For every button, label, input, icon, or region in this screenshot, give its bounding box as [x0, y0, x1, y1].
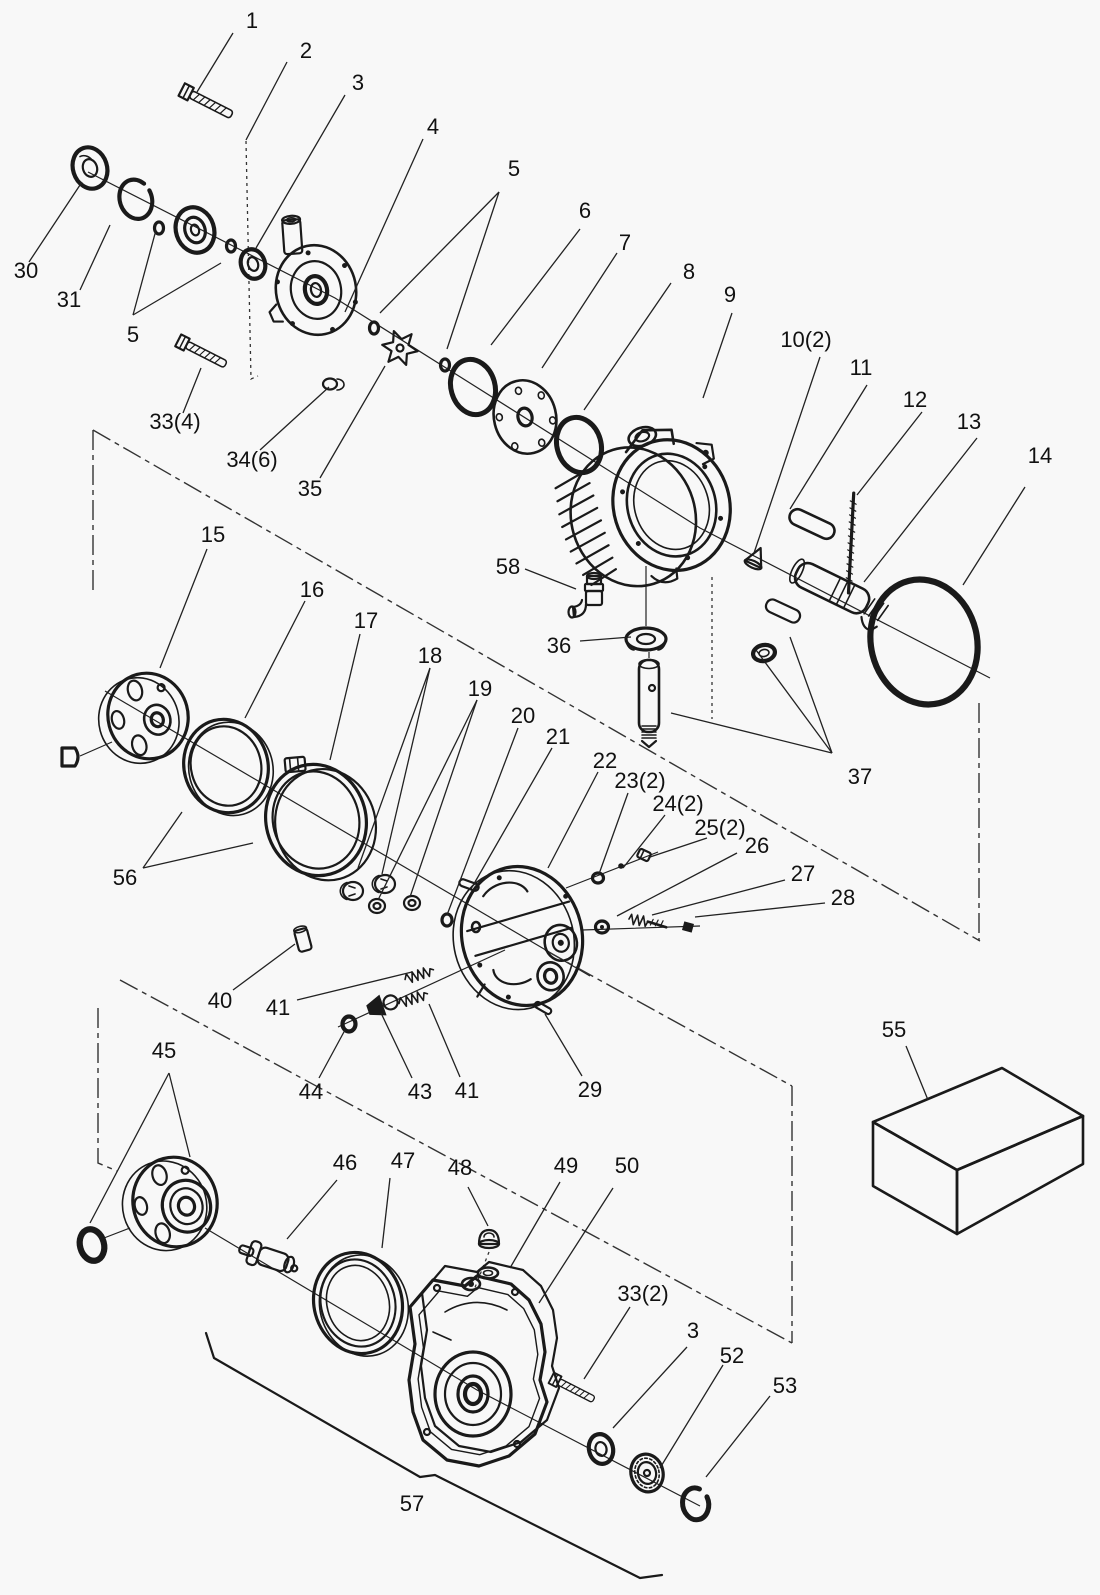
- part-28-nut: [682, 921, 694, 932]
- part-label-1-0: 1: [245, 8, 259, 33]
- part-9-main-housing: [541, 409, 748, 607]
- part-label-9-8: 9: [723, 282, 737, 307]
- part-40-sleeve: [293, 925, 312, 953]
- part-label-19-27: 19: [467, 676, 493, 701]
- part-label-46-46: 46: [332, 1150, 358, 1175]
- part-label-50-50: 50: [614, 1153, 640, 1178]
- leader-line-14: [963, 487, 1025, 585]
- part-label-14-13: 14: [1027, 443, 1053, 468]
- part-5-oring-b: [227, 240, 236, 252]
- leader-line-19: [410, 700, 477, 897]
- part-14-oring-large: [857, 568, 990, 716]
- parts-top-assembly: [67, 83, 990, 747]
- part-33-screw-b: [549, 1373, 597, 1405]
- part-45-rotor-assembly: [112, 1148, 227, 1260]
- leader-line-5: [447, 192, 499, 349]
- part-label-41-42: 41: [454, 1078, 480, 1103]
- part-label-41-39: 41: [265, 995, 291, 1020]
- leader-line-2: [246, 62, 287, 140]
- part-label-53-54: 53: [772, 1373, 798, 1398]
- part-30-washer: [67, 143, 112, 193]
- leader-line-8: [584, 283, 671, 410]
- part-label-29-43: 29: [577, 1077, 603, 1102]
- leader-line-53: [706, 1396, 770, 1477]
- part-label-52-53: 52: [719, 1343, 745, 1368]
- part-label-18-26: 18: [417, 643, 443, 668]
- part-label-45-45: 45: [151, 1038, 177, 1063]
- part-label-26-34: 26: [744, 833, 770, 858]
- part-label-35-19: 35: [297, 476, 323, 501]
- part-19-nut-b: [404, 896, 420, 910]
- leader-line-35: [320, 366, 385, 478]
- leader-line-13: [864, 438, 977, 582]
- part-label-13-12: 13: [956, 409, 982, 434]
- part-label-33(2)-51: 33(2): [617, 1281, 669, 1306]
- parts-bottom-assembly: [76, 1148, 711, 1578]
- part-label-49-49: 49: [553, 1153, 579, 1178]
- leader-line-41: [429, 1004, 460, 1077]
- part-31-retaining-ring: [114, 175, 157, 223]
- part-20-oring: [442, 914, 452, 926]
- leader-line-43: [381, 1013, 412, 1078]
- leader-line-18: [358, 668, 430, 868]
- part-label-24(2)-32: 24(2): [652, 791, 704, 816]
- part-label-36-21: 36: [546, 633, 572, 658]
- part-15-key: [62, 748, 78, 766]
- part-1-bolt: [179, 83, 235, 121]
- leader-line-58: [525, 569, 576, 589]
- leader-line-31: [80, 225, 110, 290]
- part-4-pump-head: [251, 204, 365, 344]
- leader-line-46: [287, 1180, 337, 1239]
- leader-line-49: [510, 1182, 560, 1268]
- leader-line-50: [539, 1188, 613, 1303]
- leader-line-56: [143, 843, 253, 868]
- axis-mid-key: [80, 742, 112, 756]
- phantom-left-bottom: [98, 1008, 117, 1171]
- part-27-spring-screw: [628, 914, 667, 929]
- part-2-bearing: [170, 202, 220, 257]
- part-label-8-7: 8: [682, 259, 696, 284]
- part-label-47-47: 47: [390, 1148, 416, 1173]
- leader-line-26: [617, 853, 737, 916]
- part-label-34(6)-18: 34(6): [226, 447, 278, 472]
- leader-line-30: [29, 182, 82, 262]
- leader-line-10(2): [754, 357, 820, 553]
- part-3-seal-b: [586, 1432, 617, 1467]
- leader-line-15: [160, 549, 207, 668]
- part-44-oring: [343, 1017, 356, 1032]
- leader-line-5: [380, 192, 499, 313]
- part-23-ring: [593, 873, 604, 883]
- part-label-16-24: 16: [299, 577, 325, 602]
- part-15-rotor: [89, 664, 199, 772]
- part-41-spring-a: [403, 965, 435, 984]
- leader-line-22: [548, 772, 598, 868]
- leader-line-9: [703, 313, 732, 398]
- phantom-diag-3: [545, 950, 792, 1086]
- part-label-55-44: 55: [881, 1017, 907, 1042]
- leader-line-29: [545, 1014, 582, 1076]
- leader-line-33(4): [183, 368, 201, 413]
- leader-line-48: [468, 1187, 488, 1226]
- leader-line-25(2): [650, 838, 707, 857]
- part-label-30-14: 30: [13, 258, 39, 283]
- part-label-56-37: 56: [112, 865, 138, 890]
- leader-line-16: [245, 601, 305, 718]
- part-47-seal-ring: [302, 1241, 419, 1367]
- leader-line-1: [197, 33, 233, 92]
- part-5-oring-c: [370, 322, 379, 334]
- leader-line-5: [133, 263, 221, 315]
- part-label-28-36: 28: [830, 885, 856, 910]
- part-33-screw-a: [175, 334, 228, 370]
- part-11-dowel-pin: [787, 507, 837, 542]
- part-label-2-1: 2: [299, 38, 313, 63]
- leader-line-37: [671, 713, 832, 753]
- leader-line-6: [491, 229, 580, 345]
- part-50-cover: [409, 1262, 559, 1466]
- leader-line-47: [382, 1178, 390, 1248]
- part-37-pin: [764, 598, 802, 625]
- part-5-oring-d: [441, 359, 450, 371]
- part-label-27-35: 27: [790, 861, 816, 886]
- leader-line-28: [695, 903, 825, 917]
- leader-line-23(2): [599, 793, 628, 874]
- phantom-lines: [93, 141, 980, 1343]
- part-label-3-2: 3: [351, 70, 365, 95]
- part-label-21-29: 21: [545, 724, 571, 749]
- part-label-15-23: 15: [200, 522, 226, 547]
- part-label-3-52: 3: [686, 1318, 700, 1343]
- part-label-37-22: 37: [847, 764, 873, 789]
- leader-line-7: [542, 253, 617, 368]
- part-8-oring: [550, 412, 608, 478]
- axis-top: [88, 172, 990, 678]
- leader-line-4: [345, 139, 423, 312]
- part-34-nut: [323, 379, 344, 391]
- part-18-plug-a: [340, 882, 363, 900]
- part-18-plug-b: [372, 875, 395, 893]
- leader-line-19: [378, 700, 477, 900]
- leader-line-11: [790, 385, 867, 509]
- part-36-bearing: [626, 628, 666, 650]
- axis-bottom: [104, 1228, 700, 1506]
- part-48-plug: [479, 1230, 499, 1248]
- part-label-23(2)-31: 23(2): [614, 768, 666, 793]
- leader-line-56: [143, 812, 182, 868]
- part-label-22-30: 22: [592, 748, 618, 773]
- leader-line-34(6): [260, 387, 329, 450]
- leader-line-44: [319, 1030, 345, 1078]
- part-label-11-10: 11: [849, 355, 873, 380]
- part-label-58-20: 58: [495, 554, 521, 579]
- part-52-bearing: [627, 1451, 667, 1496]
- part-labels: [14, 8, 1052, 1516]
- leader-line-17: [330, 634, 360, 760]
- part-label-5-4: 5: [507, 156, 521, 181]
- leader-line-3: [613, 1347, 687, 1428]
- part-3-seal: [237, 246, 269, 282]
- part-35-star-gear: [380, 330, 421, 367]
- part-label-25(2)-33: 25(2): [694, 815, 746, 840]
- part-label-17-25: 17: [353, 608, 379, 633]
- part-46-coupling: [236, 1237, 301, 1279]
- part-label-31-15: 31: [56, 287, 82, 312]
- leader-line-45: [169, 1073, 190, 1157]
- leader-line-5: [133, 230, 156, 315]
- part-37-plunger: [639, 660, 659, 748]
- part-label-43-41: 43: [407, 1079, 433, 1104]
- part-label-7-6: 7: [618, 230, 632, 255]
- part-label-48-48: 48: [447, 1155, 473, 1180]
- part-label-6-5: 6: [578, 198, 592, 223]
- leader-line-45: [90, 1073, 169, 1223]
- part-45-oring: [76, 1226, 107, 1263]
- part-label-10(2)-9: 10(2): [780, 327, 832, 352]
- part-label-44-40: 44: [298, 1079, 324, 1104]
- bracket-57: [206, 1333, 662, 1578]
- phantom-diag-1: [93, 430, 980, 941]
- part-label-5-16: 5: [126, 322, 140, 347]
- part-55-kit-box: [873, 1068, 1083, 1234]
- part-26-ring: [596, 921, 609, 933]
- leader-line-36: [580, 637, 631, 641]
- part-label-33(4)-17: 33(4): [149, 409, 201, 434]
- part-label-12-11: 12: [902, 387, 928, 412]
- leader-line-33(2): [584, 1307, 630, 1379]
- leader-line-12: [857, 412, 922, 495]
- part-label-20-28: 20: [510, 703, 536, 728]
- part-19-nut-a: [369, 899, 385, 913]
- part-label-57-55: 57: [399, 1491, 425, 1516]
- leader-line-40: [233, 944, 295, 990]
- leader-line-52: [660, 1365, 723, 1468]
- leader-line-37: [790, 637, 832, 753]
- leader-lines: [29, 33, 1025, 1477]
- leader-line-55: [906, 1046, 928, 1100]
- part-label-4-3: 4: [426, 114, 440, 139]
- part-label-40-38: 40: [207, 988, 233, 1013]
- part-12-threaded-stud: [845, 493, 856, 593]
